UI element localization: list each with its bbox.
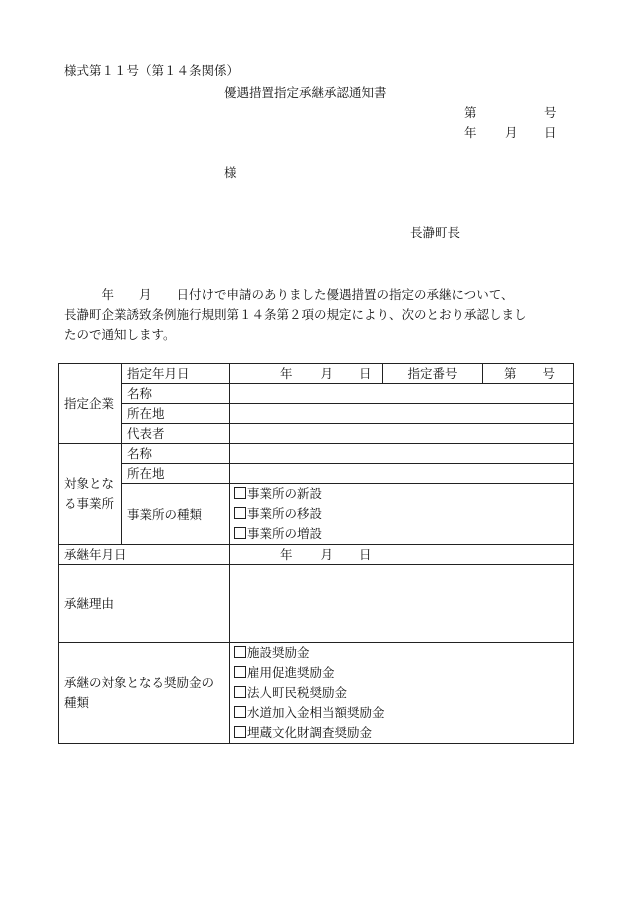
addressee-suffix: 様 <box>224 165 237 180</box>
office-location-value <box>230 464 574 484</box>
checkbox-icon[interactable] <box>234 686 246 698</box>
office-name-value <box>230 444 574 464</box>
issue-date-year: 年 <box>464 125 477 140</box>
designation-date-value <box>230 364 383 384</box>
succession-date-year: 年 <box>280 547 293 562</box>
company-location-value <box>230 404 574 424</box>
company-location-label: 所在地 <box>122 404 230 424</box>
checkbox-icon[interactable] <box>234 487 246 499</box>
checkbox-icon[interactable] <box>234 507 246 519</box>
document-number-prefix: 第 <box>464 105 477 120</box>
checkbox-icon[interactable] <box>234 666 246 678</box>
office-type-option-label: 事業所の増設 <box>247 526 323 541</box>
designation-date-day: 日 <box>359 366 372 381</box>
office-type-option-label: 事業所の移設 <box>247 506 323 521</box>
document-number-suffix: 号 <box>544 105 557 120</box>
designation-date-year: 年 <box>280 366 293 381</box>
designation-number-suffix: 号 <box>542 366 555 381</box>
office-type-option[interactable] <box>234 504 569 524</box>
issue-date-month: 月 <box>505 125 518 140</box>
incentive-option-label: 法人町民税奨励金 <box>247 685 348 700</box>
office-type-option[interactable] <box>234 524 569 544</box>
notice-body-line: たので通知します。 <box>64 327 176 342</box>
document-title: 優遇措置指定承継承認通知書 <box>224 85 387 100</box>
incentive-type-label: 承継の対象となる奨励金の種類 <box>59 643 230 744</box>
office-type-option-label: 事業所の新設 <box>247 486 323 501</box>
succession-reason-value <box>230 565 574 643</box>
company-name-label: 名称 <box>122 384 230 404</box>
incentive-option[interactable] <box>234 703 569 723</box>
office-location-label: 所在地 <box>122 464 230 484</box>
succession-date-label: 承継年月日 <box>59 545 230 565</box>
designated-company-header: 指定企業 <box>59 364 122 444</box>
issuer-name: 長瀞町長 <box>410 225 461 240</box>
issue-date-day: 日 <box>544 125 557 140</box>
notice-body-line: 年 月 日付けで申請のありました優遇措置の指定の承継について、 <box>64 287 514 302</box>
incentive-option-label: 雇用促進奨励金 <box>247 665 335 680</box>
office-name-label: 名称 <box>122 444 230 464</box>
incentive-option[interactable] <box>234 643 569 663</box>
incentive-option[interactable] <box>234 663 569 683</box>
target-office-header: 対象となる事業所 <box>59 444 122 545</box>
succession-date-month: 月 <box>320 547 334 562</box>
checkbox-icon[interactable] <box>234 527 246 539</box>
incentive-option-label: 埋蔵文化財調査奨励金 <box>247 725 373 740</box>
incentive-option-label: 施設奨励金 <box>247 645 310 660</box>
succession-form-table <box>58 363 574 744</box>
office-type-options <box>230 484 574 545</box>
company-name-value <box>230 384 574 404</box>
incentive-option-label: 水道加入金相当額奨励金 <box>247 705 385 720</box>
company-representative-value <box>230 424 574 444</box>
notice-body <box>64 285 564 345</box>
office-type-label: 事業所の種類 <box>122 484 230 545</box>
checkbox-icon[interactable] <box>234 726 246 738</box>
incentive-option[interactable] <box>234 683 569 703</box>
checkbox-icon[interactable] <box>234 706 246 718</box>
designation-number-value <box>483 364 574 384</box>
checkbox-icon[interactable] <box>234 646 246 658</box>
designation-date-month: 月 <box>320 366 334 381</box>
succession-date-value <box>230 545 574 565</box>
incentive-option[interactable] <box>234 723 569 743</box>
form-number: 様式第１１号（第１４条関係） <box>64 63 240 78</box>
designation-date-label: 指定年月日 <box>122 364 230 384</box>
succession-reason-label: 承継理由 <box>59 565 230 643</box>
notice-body-line: 長瀞町企業誘致条例施行規則第１４条第２項の規定により、次のとおり承認しまし <box>64 307 527 322</box>
office-type-option[interactable] <box>234 484 569 504</box>
incentive-type-options <box>230 643 574 744</box>
designation-number-prefix: 第 <box>503 366 517 381</box>
designation-number-label: 指定番号 <box>383 364 483 384</box>
company-representative-label: 代表者 <box>122 424 230 444</box>
succession-date-day: 日 <box>359 547 372 562</box>
